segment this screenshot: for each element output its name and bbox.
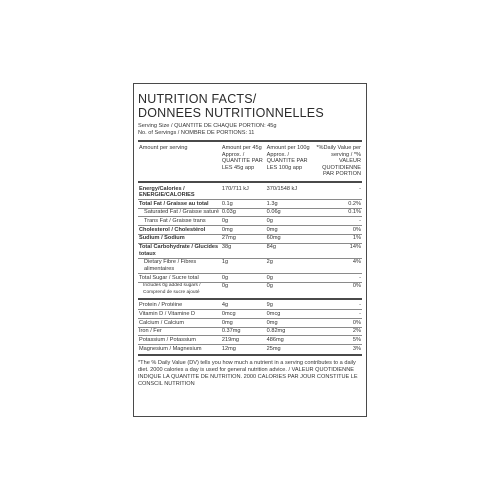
amount-100g: 0.82mg [266, 327, 315, 336]
col-header-per-100g: Amount per 100g Approx. / QUANTITE PAR LES 100g app [266, 142, 315, 182]
amount-100g: 9g [266, 302, 273, 309]
amount-100g: 1.3g [266, 200, 315, 209]
daily-value: 0.1% [315, 208, 362, 217]
daily-value: 0% [315, 318, 362, 327]
table-row [138, 208, 362, 217]
nutrient-name: Cholesterol / Cholestérol [138, 226, 221, 235]
nutrient-name: Dietary Fibre / Fibres alimentaires [138, 258, 221, 273]
table-row [138, 200, 362, 209]
nutrient-name: Magnesium / Magnesium [138, 345, 221, 356]
amount-45g: 0.1g [221, 200, 266, 209]
table-row [138, 282, 362, 299]
table-row [138, 299, 362, 310]
nutrient-name: Iron / Fer [138, 327, 221, 336]
amount-45g: 0g [221, 217, 266, 226]
nutrient-name: Total Fat / Graisse au total [138, 200, 221, 209]
nutrient-name: Total Carbohydrate / Glucides totaux [138, 243, 221, 258]
amount-100g: 2g [266, 258, 315, 273]
amount-45g: 0.03g [221, 208, 266, 217]
amount-45g: 0.37mg [221, 327, 266, 336]
table-row [138, 258, 362, 273]
nutrient-name: Energy/Calories / ENERGIE/CALORIES [139, 185, 195, 198]
nutrient-name: Includes 0g added sugars / Comprend de sucre ajouté [138, 282, 221, 299]
table-row [138, 217, 362, 226]
nutrient-name: Total Sugar / Sucre total [138, 273, 221, 282]
amount-100g: 0g [266, 217, 315, 226]
amount-45g: 4g [221, 302, 229, 309]
amount-100g: 0.06g [266, 208, 315, 217]
table-row [138, 345, 362, 356]
daily-value: 0.2% [315, 200, 362, 209]
amount-45g: 170/711 kJ [221, 185, 249, 192]
amount-45g: 0g [221, 282, 266, 299]
daily-value: 14% [315, 243, 362, 258]
amount-100g: 0mcg [266, 310, 315, 319]
table-row [138, 336, 362, 345]
amount-100g: 486mg [266, 336, 315, 345]
daily-value: - [315, 273, 362, 282]
amount-100g: 370/1548 kJ [266, 185, 298, 192]
amount-45g: 0mcg [221, 310, 266, 319]
amount-45g: 12mg [221, 345, 266, 356]
daily-value-footnote: *The % Daily Value (DV) tells you how much a nutrient in a serving contributes to a daily diet. 2000 calories a day is used for general nutrition advice. / VALEUR QUOTIDIENNE INDIQUE LA QUANTITE DE NUTRITION. 2000 CALORIES PAR JOUR CONSTITUE LE CONSCIL NUTRITION [138, 360, 358, 388]
table-row [138, 243, 362, 258]
serving-size: Serving Size / QUANTITE DE CHAQUE PORTION: 45g [138, 123, 277, 129]
daily-value: 2% [315, 327, 362, 336]
nutrient-name: Calcium / Calcium [138, 318, 221, 327]
nutrient-name: Vitamin D / Vitamine D [138, 310, 221, 319]
daily-value: 0% [315, 282, 362, 299]
amount-45g: 0mg [221, 318, 266, 327]
amount-45g: 0mg [221, 226, 266, 235]
table-row [138, 327, 362, 336]
servings-count: No. of Servings / NOMBRE DE PORTIONS: 11 [138, 130, 255, 136]
daily-value: - [315, 310, 362, 319]
nutrient-name: Saturated Fat / Graisse saturé [138, 208, 221, 217]
daily-value: 5% [315, 336, 362, 345]
table-row [138, 310, 362, 319]
daily-value: 1% [315, 234, 362, 243]
serving-info [138, 123, 362, 137]
table-row [138, 273, 362, 282]
table-row [138, 318, 362, 327]
table-row [138, 226, 362, 235]
table-row [138, 182, 362, 200]
table-row [138, 234, 362, 243]
amount-45g: 1g [221, 258, 266, 273]
amount-100g: 84g [266, 243, 315, 258]
amount-45g: 38g [221, 243, 266, 258]
amount-100g: 0g [266, 282, 315, 299]
daily-value: 4% [315, 258, 362, 273]
label-title-line2: DONNEES NUTRITIONNELLES [138, 106, 324, 120]
daily-value: - [359, 302, 361, 309]
daily-value: - [359, 185, 361, 192]
nutrient-name: Potassium / Potassium [138, 336, 221, 345]
amount-45g: 0g [221, 273, 266, 282]
nutrition-table [138, 142, 362, 356]
amount-100g: 25mg [266, 345, 315, 356]
nutrient-name: Sudium / Sodium [138, 234, 221, 243]
table-header-row [138, 142, 362, 182]
daily-value: 0% [315, 226, 362, 235]
amount-100g: 0mg [266, 226, 315, 235]
amount-100g: 0mg [266, 318, 315, 327]
nutrient-name: Protein / Protéine [139, 302, 183, 309]
col-header-per-serving: Amount per serving [138, 142, 221, 182]
daily-value: - [315, 217, 362, 226]
col-header-daily-value: *%Daily Value per serving / *% VALEUR QUOTIDIENNE PAR PORTION [315, 142, 362, 182]
col-header-per-45g: Amount per 45g Approx. / QUANTITE PAR LES 45g app [221, 142, 266, 182]
amount-45g: 27mg [221, 234, 266, 243]
nutrition-facts-panel [133, 83, 367, 417]
amount-100g: 0g [266, 273, 315, 282]
daily-value: 3% [315, 345, 362, 356]
amount-100g: 60mg [266, 234, 315, 243]
amount-45g: 219mg [221, 336, 266, 345]
nutrient-name: Trans Fat / Graisse trans [138, 217, 221, 226]
label-title-line1: NUTRITION FACTS/ [138, 92, 257, 106]
